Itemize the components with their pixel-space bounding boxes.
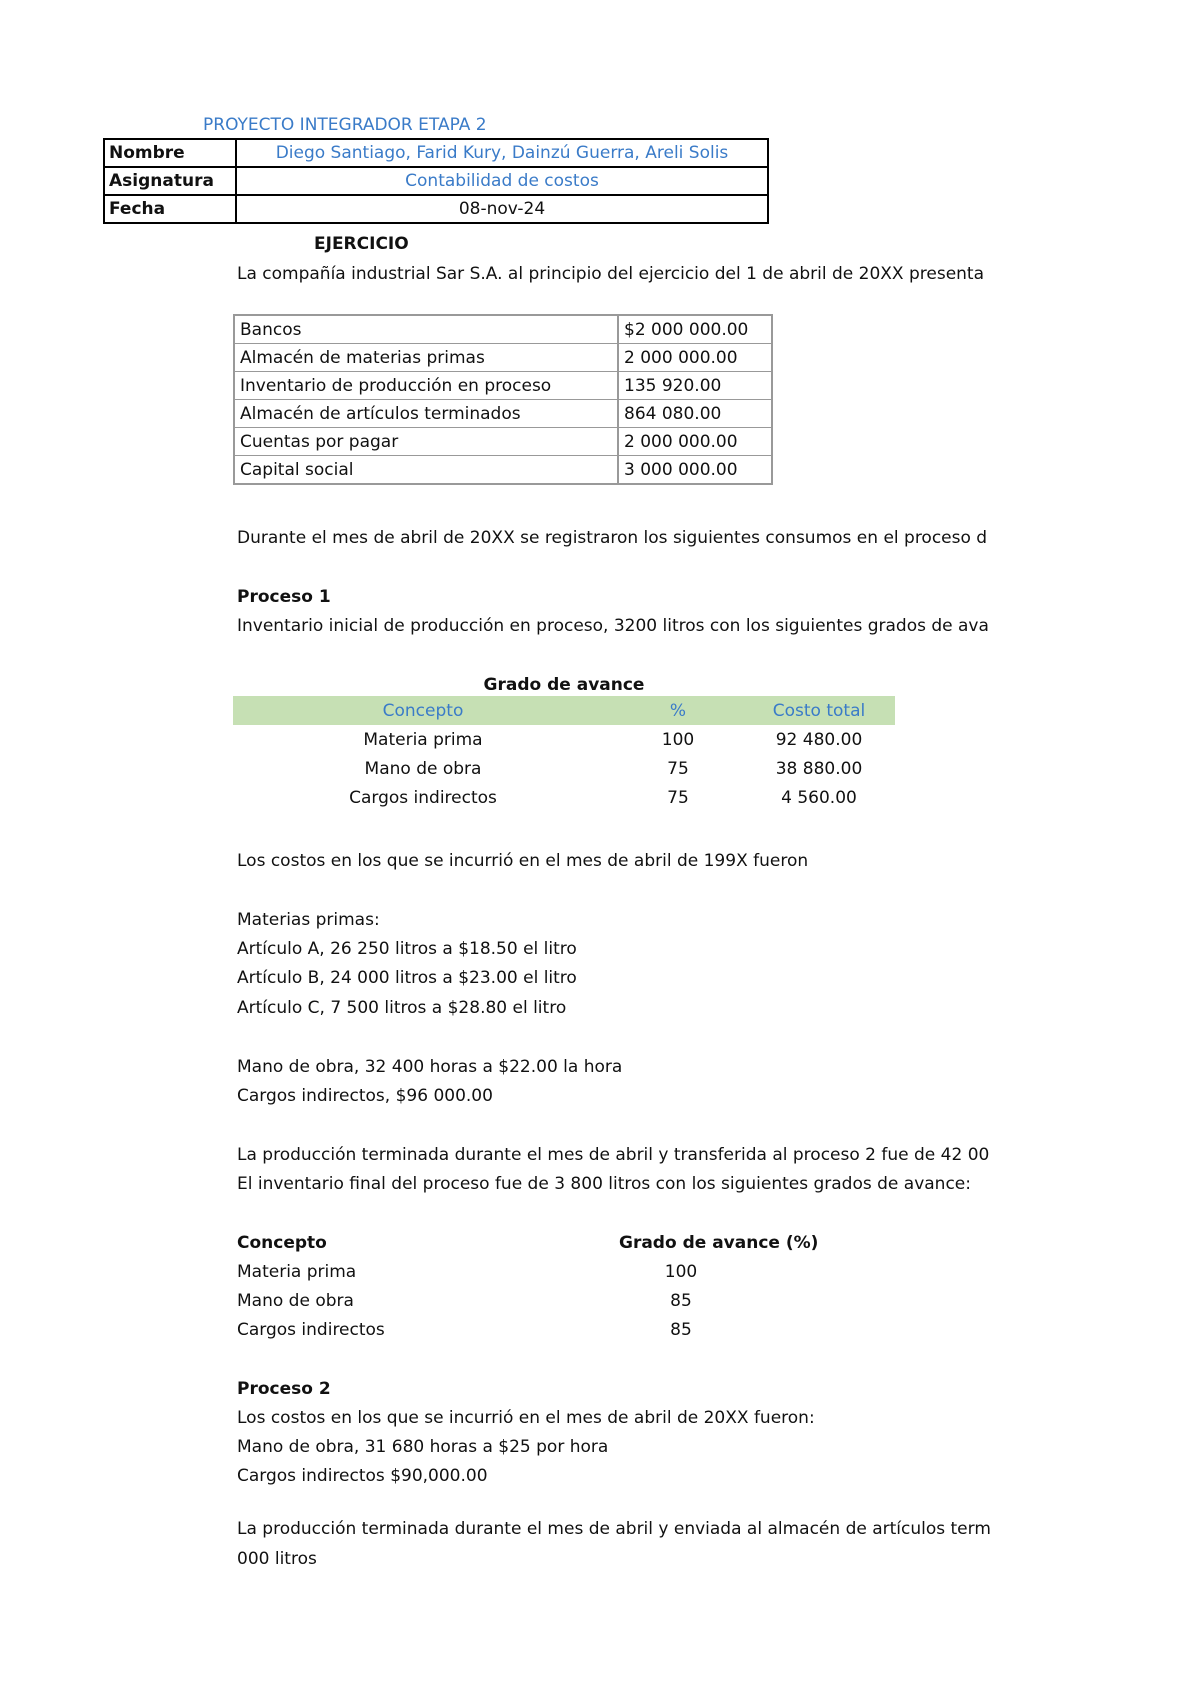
- material-item: Artículo A, 26 250 litros a $18.50 el litro: [237, 939, 577, 959]
- account-name: Inventario de producción en proceso: [234, 372, 618, 400]
- grade-header-cost: Costo total: [772, 700, 866, 721]
- grade-header-pct: %: [669, 700, 687, 721]
- header-row-date: [104, 195, 768, 223]
- process1-final-inv: El inventario final del proceso fue de 3 800 litros con los siguientes grados de avance:: [237, 1174, 971, 1194]
- final-pct: 85: [670, 1291, 692, 1311]
- account-name: Capital social: [234, 456, 618, 485]
- table-row: [234, 428, 772, 456]
- process2-finished: La producción terminada durante el mes de abril y enviada al almacén de artículos term: [237, 1519, 991, 1539]
- final-concept: Materia prima: [237, 1262, 357, 1282]
- table-row: [233, 783, 895, 812]
- final-concept: Cargos indirectos: [237, 1320, 385, 1340]
- grade-pct: 75: [667, 787, 689, 808]
- final-header-grade: Grado de avance (%): [619, 1233, 819, 1253]
- account-amount: 3 000 000.00: [618, 456, 772, 485]
- table-row: [234, 400, 772, 428]
- header-table: [103, 138, 769, 224]
- grade-header-row: [233, 696, 895, 725]
- header-row-name: [104, 139, 768, 167]
- grade-cost: 92 480.00: [775, 729, 863, 750]
- account-name: Cuentas por pagar: [234, 428, 618, 456]
- table-row: [234, 315, 772, 344]
- process1-transferred: La producción terminada durante el mes de abril y transferida al proceso 2 fue de 42 00: [237, 1145, 990, 1165]
- exercise-heading: EJERCICIO: [314, 234, 409, 254]
- account-amount: 135 920.00: [618, 372, 772, 400]
- header-row-subject: [104, 167, 768, 195]
- page-title: PROYECTO INTEGRADOR ETAPA 2: [203, 115, 487, 135]
- material-item: Artículo B, 24 000 litros a $23.00 el litro: [237, 968, 577, 988]
- header-label: Fecha: [104, 195, 236, 223]
- account-amount: $2 000 000.00: [618, 315, 772, 344]
- process1-costs-intro: Los costos en los que se incurrió en el mes de abril de 199X fueron: [237, 851, 809, 871]
- table-row: [237, 1262, 837, 1291]
- process1-overhead: Cargos indirectos, $96 000.00: [237, 1086, 493, 1106]
- process2-costs-intro: Los costos en los que se incurrió en el mes de abril de 20XX fueron:: [237, 1408, 815, 1428]
- grade-title: Grado de avance: [483, 675, 645, 695]
- table-row: [234, 456, 772, 485]
- process1-initial: Inventario inicial de producción en proceso, 3200 litros con los siguientes grados de ava: [237, 616, 989, 636]
- grade-concept: Mano de obra: [364, 758, 482, 779]
- account-name: Almacén de artículos terminados: [234, 400, 618, 428]
- header-label: Asignatura: [104, 167, 236, 195]
- table-row: [233, 725, 895, 754]
- process1-title: Proceso 1: [237, 587, 331, 607]
- final-header-row: [237, 1233, 837, 1262]
- grade-header-concept: Concepto: [382, 700, 464, 721]
- final-pct: 100: [664, 1262, 698, 1282]
- grade-pct: 75: [667, 758, 689, 779]
- grade-cost: 38 880.00: [775, 758, 863, 779]
- process2-finished-cont: 000 litros: [237, 1549, 317, 1569]
- account-name: Bancos: [234, 315, 618, 344]
- header-label: Nombre: [104, 139, 236, 167]
- material-item: Artículo C, 7 500 litros a $28.80 el litro: [237, 998, 567, 1018]
- table-row: [237, 1320, 837, 1349]
- header-value-name: Diego Santiago, Farid Kury, Dainzú Guerra, Areli Solis: [236, 139, 768, 167]
- table-row: [237, 1291, 837, 1320]
- grade-cost: 4 560.00: [781, 787, 857, 808]
- table-row: [234, 344, 772, 372]
- exercise-intro: La compañía industrial Sar S.A. al principio del ejercicio del 1 de abril de 20XX presenta: [237, 264, 985, 284]
- during-text: Durante el mes de abril de 20XX se registraron los siguientes consumos en el proceso d: [237, 528, 988, 548]
- account-amount: 2 000 000.00: [618, 428, 772, 456]
- process2-title: Proceso 2: [237, 1379, 331, 1399]
- grade-pct: 100: [661, 729, 695, 750]
- grade-table: [233, 696, 895, 812]
- header-value-subject: Contabilidad de costos: [236, 167, 768, 195]
- account-name: Almacén de materias primas: [234, 344, 618, 372]
- process2-overhead: Cargos indirectos $90,000.00: [237, 1466, 488, 1486]
- final-pct: 85: [670, 1320, 692, 1340]
- final-header-concept: Concepto: [237, 1233, 327, 1253]
- grade-concept: Materia prima: [363, 729, 483, 750]
- materials-label: Materias primas:: [237, 910, 380, 930]
- process2-labor: Mano de obra, 31 680 horas a $25 por hora: [237, 1437, 609, 1457]
- account-amount: 2 000 000.00: [618, 344, 772, 372]
- account-amount: 864 080.00: [618, 400, 772, 428]
- table-row: [233, 754, 895, 783]
- grade-concept: Cargos indirectos: [349, 787, 497, 808]
- accounts-table: [233, 314, 773, 485]
- header-value-date: 08-nov-24: [236, 195, 768, 223]
- process1-labor: Mano de obra, 32 400 horas a $22.00 la hora: [237, 1057, 623, 1077]
- final-concept: Mano de obra: [237, 1291, 354, 1311]
- table-row: [234, 372, 772, 400]
